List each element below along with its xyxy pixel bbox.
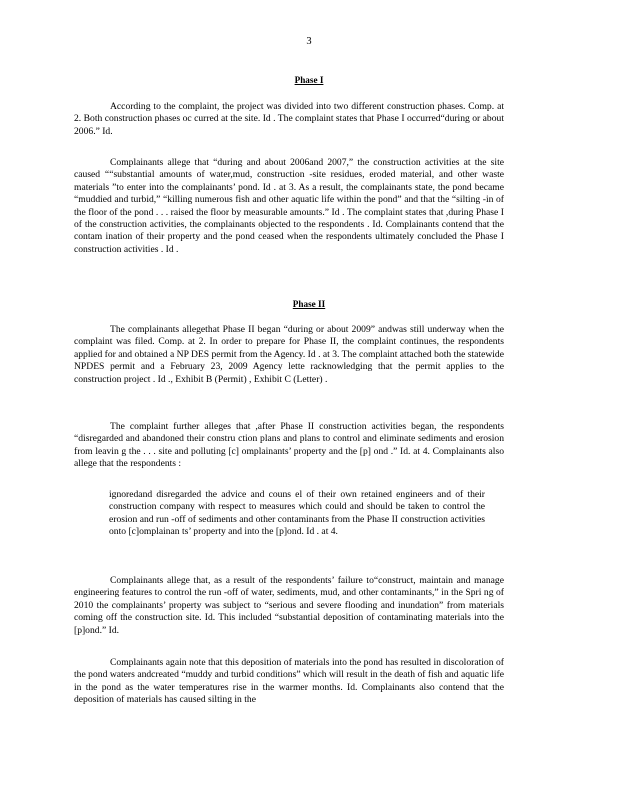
phase-2-paragraph-1: The complainants allegethat Phase II began “during or about 2009” andwas still underway when the complaint was filed. Comp. at 2. In order to prepare for Phase II, the complaint continues, the respondents applied for and obtained a NP DES permit from the Agency. Id . at 3. The complaint attached both the statewide NPDES permit and a February 23, 2009 Agency lette racknowledging that the permit applies to the construction project . Id ., Exhibit B (Permit) , Exhibit C (Letter) . xyxy=(74,324,504,385)
phase-2-paragraph-4: Complainants again note that this deposition of materials into the pond has resulted in discoloration of the pond waters andcreated “muddy and turbid conditions” which will result in the death of fish and aquatic life in the pond as the water temperatures rise in the warmer months. Id. Complainants also contend that the deposition of materials has caused silting in the xyxy=(74,657,504,706)
phase-2-heading: Phase II xyxy=(292,299,326,309)
page-number: 3 xyxy=(306,36,312,47)
phase-1-heading: Phase I xyxy=(294,75,324,85)
block-quote: ignoredand disregarded the advice and couns el of their own retained engineers and of their construction company with respect to measures which could and should be taken to control the erosion and run -off of sediments and other contaminants from the Phase II construction activities onto [c]omplainan ts’ property and into the [p]ond. Id . at 4. xyxy=(109,489,485,538)
phase-1-paragraph-1: According to the complaint, the project was divided into two different construction phases. Comp. at 2. Both construction phases oc curred at the site. Id . The complaint states that Phase I occurred“during or about 2006.” Id. xyxy=(74,101,504,137)
phase-2-paragraph-2: The complaint further alleges that ,after Phase II construction activities began, the respondents “disregarded and abandoned their constru ction plans and plans to control and eliminate sediments and erosion from leavin g the . . . site and polluting [c] omplainants’ property and the [p] ond .” Id. at 4. Complainants also allege that the respondents : xyxy=(74,421,504,470)
phase-2-paragraph-3: Complainants allege that, as a result of the respondents’ failure to“construct, maintain and manage engineering features to control the run -off of water, sediments, mud, and other contaminants,” in the Spri ng of 2010 the complainants’ property was subject to “serious and severe flooding and inundation” from materials coming off the construction site. Id. This included “substantial deposition of contaminating materials into the [p]ond.” Id. xyxy=(74,575,504,636)
phase-1-paragraph-2: Complainants allege that “during and about 2006and 2007,” the construction activities at the site caused ““substantial amounts of water,mud, construction -site residues, eroded material, and other waste materials ”to enter into the complainants’ pond. Id . at 3. As a result, the complainants state, the pond became “muddied and turbid,” “killing numerous fish and other aquatic life within the pond” and that the “silting -in of the floor of the pond . . . raised the floor by measurable amounts.” Id . The complaint states that ,during Phase I of the construction activities, the complainants objected to the respondents . Id. Complainants contend that the contam ination of their property and the pond ceased when the respondents ultimately concluded the Phase I construction activities . Id . xyxy=(74,157,504,255)
